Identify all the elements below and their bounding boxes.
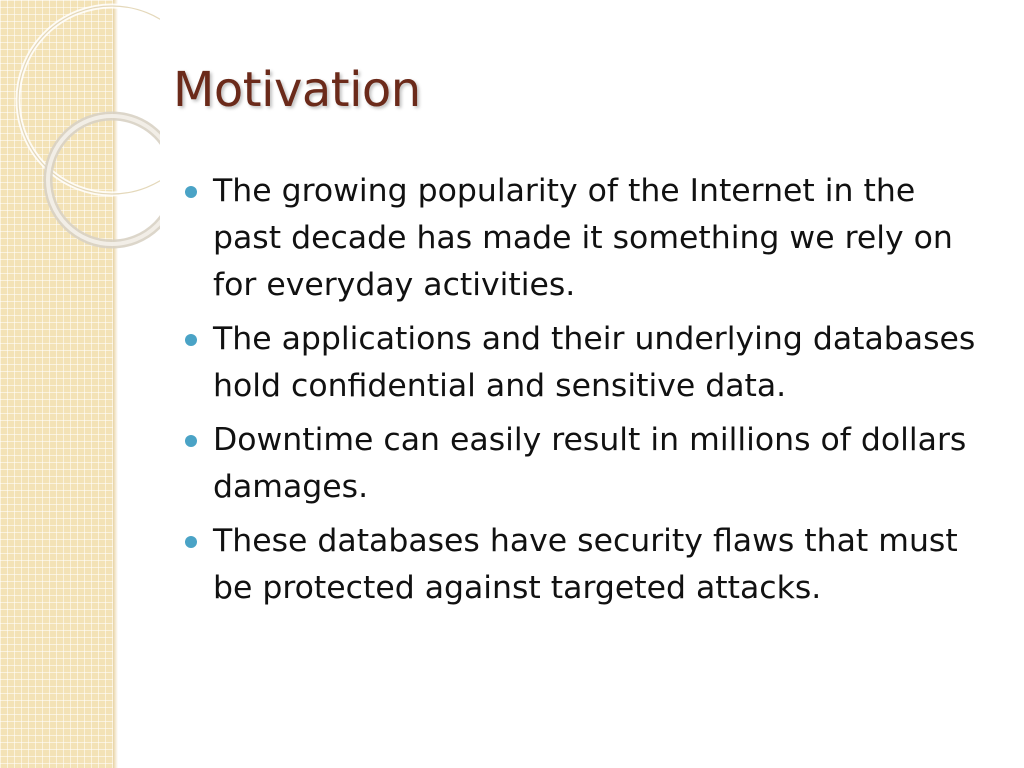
- bullet-item: [185, 518, 985, 612]
- bullet-text: These databases have security flaws that must be protected against targeted attacks.: [213, 523, 958, 606]
- bullet-text: Downtime can easily result in millions of dollars damages.: [213, 422, 967, 505]
- bullet-item: [185, 316, 985, 410]
- slide-title: Motivation: [173, 62, 421, 118]
- bullet-text: The growing popularity of the Internet in the past decade has made it something we rely on for everyday activities.: [213, 173, 953, 303]
- bullet-icon: [185, 334, 197, 346]
- bullet-icon: [185, 186, 197, 198]
- bullet-item: [185, 168, 985, 309]
- decorative-circles-icon: [0, 0, 160, 260]
- bullet-item: [185, 417, 985, 511]
- bullet-list: [185, 168, 985, 619]
- bullet-icon: [185, 435, 197, 447]
- bullet-text: The applications and their underlying databases hold confidential and sensitive data.: [213, 321, 976, 404]
- bullet-icon: [185, 536, 197, 548]
